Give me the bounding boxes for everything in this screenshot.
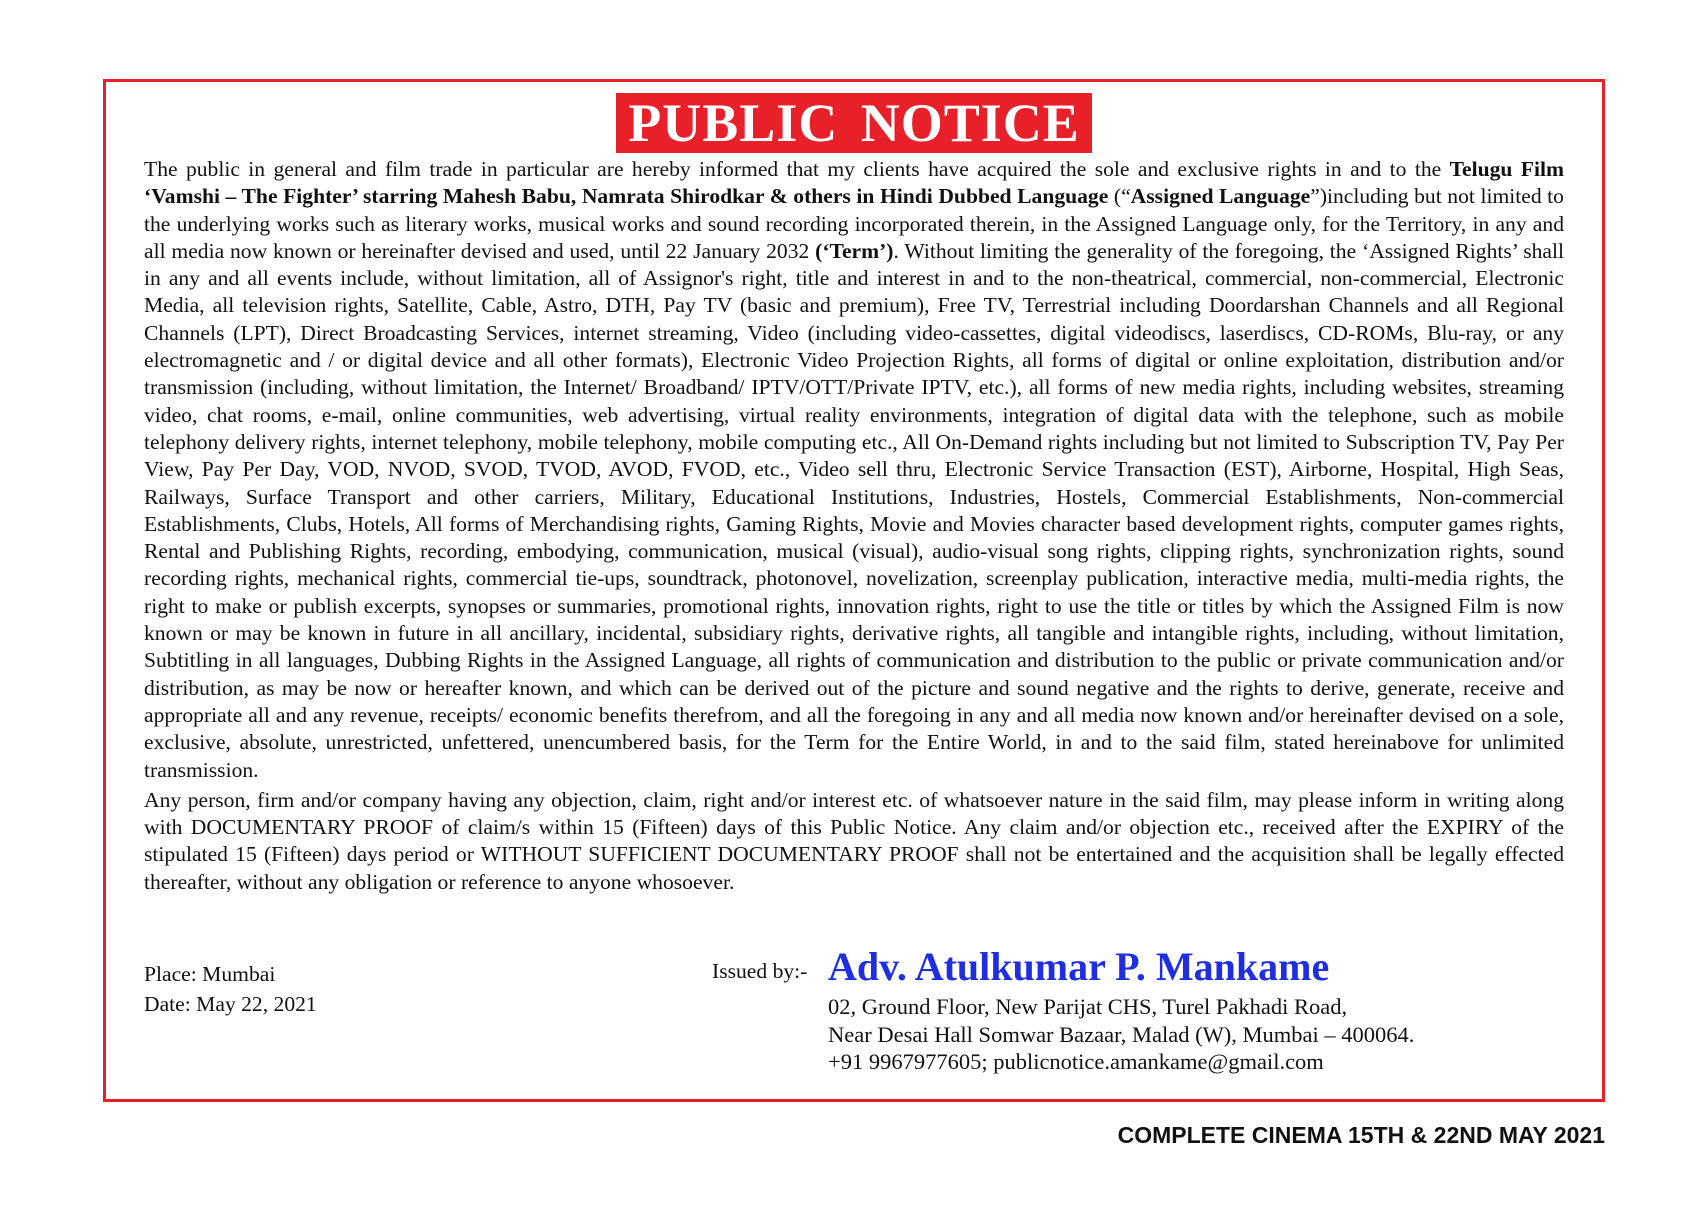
term-definition: (‘Term’)	[815, 238, 894, 263]
paragraph-intro: The public in general and film trade in particular are hereby informed that my clients have acquired the sole and exclusive rights in and to the	[144, 157, 1450, 181]
issued-by-label: Issued by:-	[712, 959, 808, 983]
film-title: Telugu Film ‘Vamshi – The Fighter’ starring Mahesh Babu, Namrata Shirodkar & others in Hindi Dubbed Language	[144, 157, 1564, 209]
paragraph-middle: ”)including but not limited to the underlying works such as literary works, musical works and sound recording incorporated therein, in the Assigned Language only, for the Territory, in any and all media now known or hereinafter devised and used, until 22 January 2032	[144, 184, 1564, 263]
notice-title: PUBLIC NOTICE	[616, 93, 1092, 153]
notice-paragraph-objection: Any person, firm and/or company having any objection, claim, right and/or interest etc. of whatsoever nature in the said film, may please inform in writing along with DOCUMENTARY PROOF of claim/s within 15 (Fifteen) days of this Public Notice. Any claim and/or objection etc., received after the EXPIRY of the stipulated 15 (Fifteen) days period or WITHOUT SUFFICIENT DOCUMENTARY PROOF shall not be entertained and the acquisition shall be legally effected thereafter, without any obligation or reference to anyone whosoever.	[144, 787, 1564, 894]
place-text: Place: Mumbai	[144, 962, 276, 986]
issuer-address-block	[828, 993, 1414, 1076]
contact-line: +91 9967977605; publicnotice.amankame@gmail.com	[828, 1049, 1324, 1074]
publication-credit: COMPLETE CINEMA 15TH & 22ND MAY 2021	[1117, 1122, 1605, 1148]
address-line-2: Near Desai Hall Somwar Bazaar, Malad (W), Mumbai – 400064.	[828, 1021, 1415, 1047]
place-date-block	[144, 959, 317, 1019]
notice-paragraph-rights	[144, 156, 1564, 784]
title-wrapper	[106, 93, 1602, 153]
address-line-1: 02, Ground Floor, New Parijat CHS, Turel Pakhadi Road,	[828, 994, 1348, 1019]
assigned-language-term: Assigned Language	[1130, 184, 1311, 209]
public-notice-frame	[103, 79, 1605, 1102]
issuer-name: Adv. Atulkumar P. Mankame	[828, 944, 1330, 989]
date-text: Date: May 22, 2021	[144, 992, 317, 1016]
quote-open: (“	[1108, 184, 1131, 209]
notice-body	[144, 156, 1564, 896]
paragraph-rights-list: . Without limiting the generality of the foregoing, the ‘Assigned Rights’ shall in any and all events include, without limitation, all of Assignor's right, title and interest in and to the non-theatrical, commercial, non-commercial, Electronic Media, all television rights, Satellite, Cable, Astro, DTH, Pay TV (basic and premium), Free TV, Terrestrial including Doordarshan Channels and all Regional Channels (LPT), Direct Broadcasting Services, internet streaming, Video (including video-cassettes, digital videodiscs, laserdiscs, CD-ROMs, Blu-ray, or any electromagnetic and / or digital device and all other formats), Electronic Video Projection Rights, all forms of digital or online exploitation, distribution and/or transmission (including, without limitation, the Internet/ Broadband/ IPTV/OTT/Private IPTV, etc.), all forms of new media rights, including websites, streaming video, chat rooms, e-mail, online communities, web advertising, virtual reality environments, integration of digital data with the telephone, such as mobile telephony delivery rights, internet telephony, mobile telephony, mobile computing etc., All On-Demand rights including but not limited to Subscription TV, Pay Per View, Pay Per Day, VOD, NVOD, SVOD, TVOD, AVOD, FVOD, etc., Video sell thru, Electronic Service Transaction (EST), Airborne, Hospital, High Seas, Railways, Surface Transport and other carriers, Military, Educational Institutions, Industries, Hostels, Commercial Establishments, Non-commercial Establishments, Clubs, Hotels, All forms of Merchandising rights, Gaming Rights, Movie and Movies character based development rights, computer games rights, Rental and Publishing Rights, recording, embodying, communication, musical (visual), audio-visual song rights, clipping rights, synchronization rights, sound recording rights, mechanical rights, commercial tie-ups, soundtrack, photonovel, novelization, screenplay publication, interactive media, multi-media rights, the right to make or publish excerpts, synopses or summaries, promotional rights, innovation rights, right to use the title or titles by which the Assigned Film is now known or may be known in future in all ancillary, incidental, subsidiary rights, derivative rights, all tangible and intangible rights, including, without limitation, Subtitling in all languages, Dubbing Rights in the Assigned Language, all rights of communication and distribution to the public or private communication and/or distribution, as may be now or hereafter known, and which can be derived out of the picture and sound negative and the rights to derive, generate, receive and appropriate all and any revenue, receipts/ economic benefits therefrom, and all the foregoing in any and all media now known and/or hereinafter devised on a sole, exclusive, absolute, unrestricted, unfettered, unencumbered basis, for the Term for the Entire World, in and to the said film, stated hereinabove for unlimited transmission.	[144, 238, 1564, 782]
